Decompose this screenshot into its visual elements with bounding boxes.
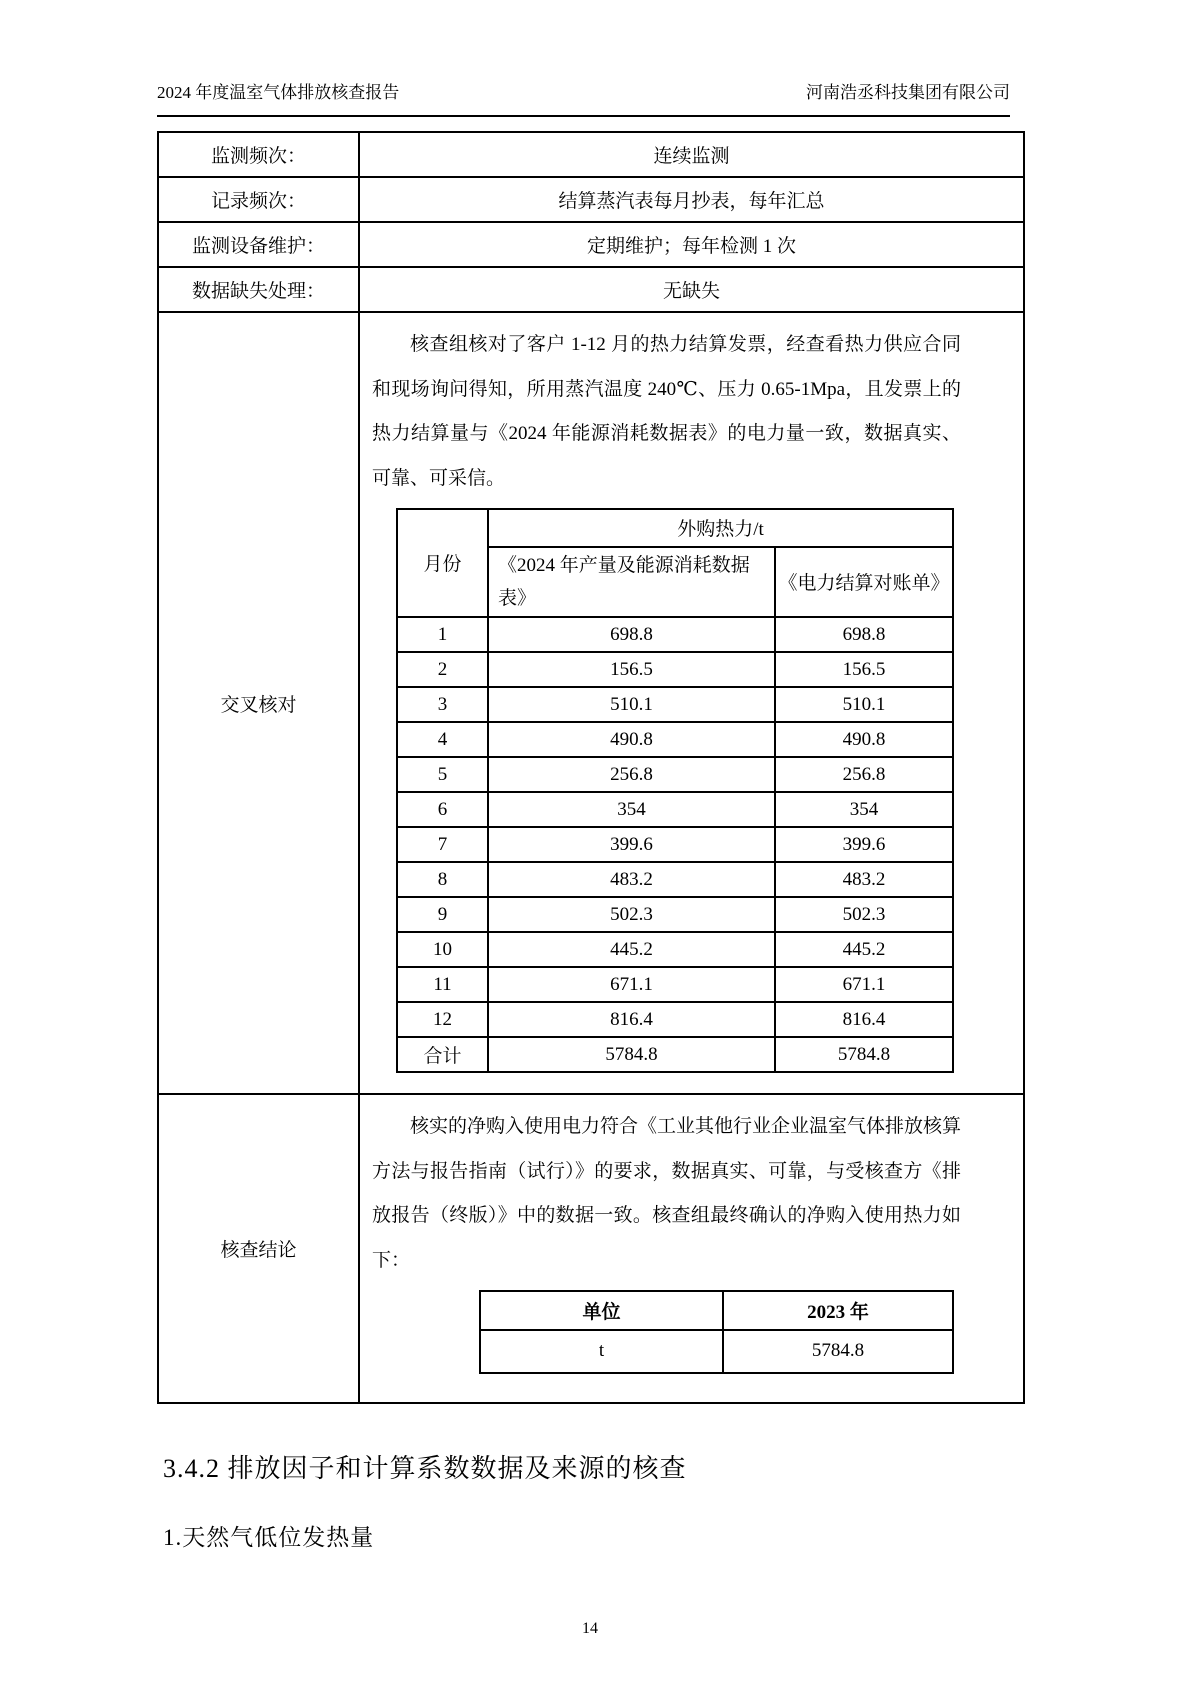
value-cell: 510.1 <box>488 687 775 722</box>
sub-heading: 1.天然气低位发热量 <box>163 1524 375 1550</box>
conclusion-label: 核查结论 <box>158 1094 359 1403</box>
value-cell: 510.1 <box>775 687 953 722</box>
value-cell: 399.6 <box>488 827 775 862</box>
month-cell: 1 <box>397 617 488 652</box>
total-label-cell: 合计 <box>397 1037 488 1072</box>
heat-purchase-table <box>396 508 954 1074</box>
table-row <box>397 862 953 897</box>
value-cell: 490.8 <box>488 722 775 757</box>
verification-table <box>157 131 1025 1404</box>
year-column-header: 2023 年 <box>723 1291 953 1330</box>
cross-check-paragraph: 核查组核对了客户 1-12 月的热力结算发票，经查看热力供应合同和现场询问得知，所用蒸汽温度 240℃、压力 0.65-1Mpa，且发票上的热力结算量与《2024 年能源消耗数据表》的电力量一致，数据真实、可靠、可采信。 <box>372 334 961 489</box>
cross-check-label: 交叉核对 <box>158 312 359 1094</box>
table-row <box>397 617 953 652</box>
table-row <box>158 132 1024 177</box>
value-cell: 256.8 <box>775 757 953 792</box>
value-cell: 483.2 <box>775 862 953 897</box>
total-value-cell: 5784.8 <box>488 1037 775 1072</box>
cross-check-row <box>158 312 1024 1094</box>
value-cell: 502.3 <box>775 897 953 932</box>
month-cell: 11 <box>397 967 488 1002</box>
table-row <box>158 267 1024 312</box>
group-header-purchased-heat: 外购热力/t <box>488 509 953 547</box>
value-cell: 502.3 <box>488 897 775 932</box>
value-cell: 671.1 <box>775 967 953 1002</box>
header-report-title: 2024 年度温室气体排放核查报告 <box>157 83 400 102</box>
value-cell: 256.8 <box>488 757 775 792</box>
value-cell: 490.8 <box>775 722 953 757</box>
info-value-record-frequency: 结算蒸汽表每月抄表，每年汇总 <box>359 177 1024 222</box>
table-row <box>397 509 953 547</box>
total-value-cell: 5784.8 <box>775 1037 953 1072</box>
info-label-record-frequency: 记录频次： <box>158 177 359 222</box>
table-row <box>397 1002 953 1037</box>
month-cell: 9 <box>397 897 488 932</box>
value-cell: 816.4 <box>775 1002 953 1037</box>
value-cell: 483.2 <box>488 862 775 897</box>
conclusion-paragraph: 核实的净购入使用电力符合《工业其他行业企业温室气体排放核算方法与报告指南（试行）》的要求，数据真实、可靠，与受核查方《排放报告（终版）》中的数据一致。核查组最终确认的净购入使用热力如下： <box>372 1116 962 1271</box>
section-heading: 3.4.2 排放因子和计算系数数据及来源的核查 <box>163 1453 687 1483</box>
table-row <box>397 757 953 792</box>
table-row <box>397 687 953 722</box>
month-cell: 10 <box>397 932 488 967</box>
value-cell: 671.1 <box>488 967 775 1002</box>
unit-cell: t <box>480 1330 723 1373</box>
table-row <box>397 722 953 757</box>
column-header-settlement-statement: 《电力结算对账单》 <box>775 547 953 618</box>
table-row <box>397 792 953 827</box>
table-row <box>397 652 953 687</box>
table-row <box>158 177 1024 222</box>
confirmed-heat-table <box>479 1290 954 1374</box>
column-header-energy-data-sheet: 《2024 年产量及能源消耗数据表》 <box>488 547 775 618</box>
cross-check-content <box>359 312 1024 1094</box>
table-row <box>480 1291 953 1330</box>
info-value-monitoring-frequency: 连续监测 <box>359 132 1024 177</box>
conclusion-row <box>158 1094 1024 1403</box>
value-cell: 816.4 <box>488 1002 775 1037</box>
header-company-name: 河南浩丞科技集团有限公司 <box>806 83 1010 102</box>
page-header <box>157 78 1010 117</box>
table-row <box>397 932 953 967</box>
info-label-monitoring-frequency: 监测频次： <box>158 132 359 177</box>
info-value-missing-data-handling: 无缺失 <box>359 267 1024 312</box>
value-cell: 354 <box>488 792 775 827</box>
conclusion-content <box>359 1094 1024 1403</box>
table-row <box>480 1330 953 1373</box>
month-cell: 4 <box>397 722 488 757</box>
month-cell: 12 <box>397 1002 488 1037</box>
value-cell: 156.5 <box>775 652 953 687</box>
info-label-equipment-maintenance: 监测设备维护： <box>158 222 359 267</box>
month-cell: 2 <box>397 652 488 687</box>
info-label-missing-data-handling: 数据缺失处理： <box>158 267 359 312</box>
page-number: 14 <box>582 1619 598 1637</box>
month-cell: 6 <box>397 792 488 827</box>
month-cell: 3 <box>397 687 488 722</box>
table-row-total <box>397 1037 953 1072</box>
table-row <box>397 897 953 932</box>
value-cell: 445.2 <box>488 932 775 967</box>
month-cell: 7 <box>397 827 488 862</box>
table-row <box>158 222 1024 267</box>
value-cell: 698.8 <box>488 617 775 652</box>
table-row <box>397 827 953 862</box>
value-cell: 156.5 <box>488 652 775 687</box>
month-cell: 8 <box>397 862 488 897</box>
value-cell: 399.6 <box>775 827 953 862</box>
unit-column-header: 单位 <box>480 1291 723 1330</box>
value-cell: 698.8 <box>775 617 953 652</box>
value-cell: 354 <box>775 792 953 827</box>
confirmed-value-cell: 5784.8 <box>723 1330 953 1373</box>
month-column-header: 月份 <box>397 509 488 618</box>
value-cell: 445.2 <box>775 932 953 967</box>
table-row <box>397 967 953 1002</box>
month-cell: 5 <box>397 757 488 792</box>
info-value-equipment-maintenance: 定期维护；每年检测 1 次 <box>359 222 1024 267</box>
